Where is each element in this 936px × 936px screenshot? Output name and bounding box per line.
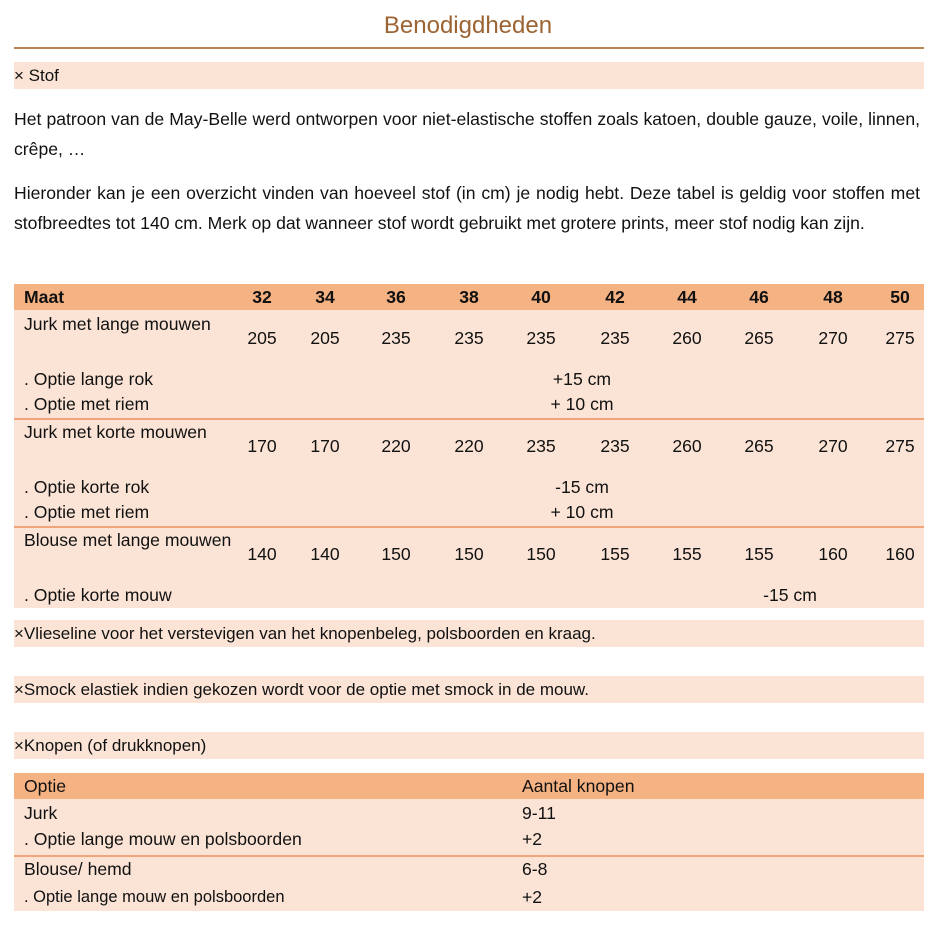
group-jurk-korte-mouwen bbox=[14, 420, 924, 526]
button-count: 9-11 bbox=[522, 803, 556, 823]
header-size: 40 bbox=[531, 287, 551, 307]
stof-paragraph-1: Het patroon van de May-Belle werd ontworpen voor niet-elastische stoffen zoals katoen, double gauze, voile, linnen, crêpe, … bbox=[14, 109, 920, 159]
header-size: 42 bbox=[605, 287, 625, 307]
table-row-jurk bbox=[14, 799, 924, 855]
size-value: 235 bbox=[454, 328, 484, 348]
option-value: + 10 cm bbox=[550, 502, 614, 522]
option-label: . Optie korte rok bbox=[24, 477, 150, 497]
size-value: 150 bbox=[381, 544, 411, 564]
size-value: 155 bbox=[744, 544, 774, 564]
size-value: 160 bbox=[885, 544, 915, 564]
table-header-row bbox=[14, 773, 924, 799]
button-count: +2 bbox=[522, 829, 543, 849]
size-value: 270 bbox=[818, 328, 848, 348]
header-size: 44 bbox=[677, 287, 697, 307]
size-value: 260 bbox=[672, 436, 702, 456]
size-value: 155 bbox=[672, 544, 702, 564]
stof-paragraph-2: Hieronder kan je een overzicht vinden van hoeveel stof (in cm) je nodig hebt. Deze tabel is geldig voor stoffen met stofbreedtes tot 140 cm. Merk op dat wanneer stof wordt gebruikt met grotere prints, meer stof nodig kan zijn. bbox=[14, 183, 920, 233]
group-label: Blouse met lange mouwen bbox=[24, 530, 232, 550]
header-size: 48 bbox=[823, 287, 843, 307]
header-size: 32 bbox=[252, 287, 272, 307]
size-value: 170 bbox=[247, 436, 277, 456]
size-value: 235 bbox=[600, 436, 630, 456]
option-label: Blouse/ hemd bbox=[24, 859, 132, 879]
header-size: 36 bbox=[386, 287, 406, 307]
size-value: 155 bbox=[600, 544, 630, 564]
size-value: 265 bbox=[744, 328, 774, 348]
header-size: 38 bbox=[459, 287, 479, 307]
size-value: 270 bbox=[818, 436, 848, 456]
option-value: -15 cm bbox=[555, 477, 609, 497]
note-vlieseline: ×Vlieseline voor het verstevigen van het knopenbeleg, polsboorden en kraag. bbox=[14, 620, 924, 647]
size-value: 275 bbox=[885, 328, 915, 348]
size-value: 235 bbox=[600, 328, 630, 348]
note-smock: ×Smock elastiek indien gekozen wordt voor de optie met smock in de mouw. bbox=[14, 676, 924, 703]
size-value: 150 bbox=[526, 544, 556, 564]
size-value: 205 bbox=[310, 328, 340, 348]
size-value: 275 bbox=[885, 436, 915, 456]
size-value: 235 bbox=[526, 328, 556, 348]
header-optie: Optie bbox=[24, 776, 67, 796]
note-knopen: ×Knopen (of drukknopen) bbox=[14, 732, 924, 759]
fabric-size-table bbox=[14, 284, 924, 610]
size-value: 140 bbox=[310, 544, 340, 564]
header-maat: Maat bbox=[24, 287, 65, 307]
option-label: . Optie lange mouw en polsboorden bbox=[24, 829, 302, 849]
size-value: 235 bbox=[381, 328, 411, 348]
group-jurk-lange-mouwen bbox=[14, 310, 924, 418]
size-value: 140 bbox=[247, 544, 277, 564]
option-label: . Optie met riem bbox=[24, 394, 150, 414]
option-value: + 10 cm bbox=[550, 394, 614, 414]
group-label: Jurk met korte mouwen bbox=[24, 422, 207, 442]
size-value: 205 bbox=[247, 328, 277, 348]
size-value: 220 bbox=[454, 436, 484, 456]
header-size: 46 bbox=[749, 287, 769, 307]
table-header-row bbox=[14, 284, 924, 310]
group-label: Jurk met lange mouwen bbox=[24, 314, 211, 334]
size-value: 235 bbox=[526, 436, 556, 456]
option-label: Jurk bbox=[24, 803, 58, 823]
size-value: 160 bbox=[818, 544, 848, 564]
header-size: 34 bbox=[315, 287, 335, 307]
title-divider bbox=[14, 47, 924, 49]
size-value: 150 bbox=[454, 544, 484, 564]
option-label: . Optie korte mouw bbox=[24, 585, 172, 605]
option-value: +15 cm bbox=[552, 369, 612, 389]
option-value: -15 cm bbox=[763, 585, 817, 605]
option-label: . Optie lange mouw en polsboorden bbox=[24, 888, 285, 906]
group-blouse-lange-mouwen bbox=[14, 528, 924, 608]
header-aantal-knopen: Aantal knopen bbox=[522, 776, 635, 796]
size-value: 265 bbox=[744, 436, 774, 456]
button-count: 6-8 bbox=[522, 859, 548, 879]
size-value: 170 bbox=[310, 436, 340, 456]
size-value: 220 bbox=[381, 436, 411, 456]
size-value: 260 bbox=[672, 328, 702, 348]
button-count: +2 bbox=[522, 887, 543, 907]
option-label: . Optie lange rok bbox=[24, 369, 154, 389]
page-title: Benodigdheden bbox=[383, 12, 553, 39]
table-row-blouse bbox=[14, 857, 924, 911]
option-label: . Optie met riem bbox=[24, 502, 150, 522]
section-stof-heading: × Stof bbox=[14, 62, 924, 89]
header-size: 50 bbox=[890, 287, 910, 307]
buttons-table bbox=[14, 773, 924, 911]
